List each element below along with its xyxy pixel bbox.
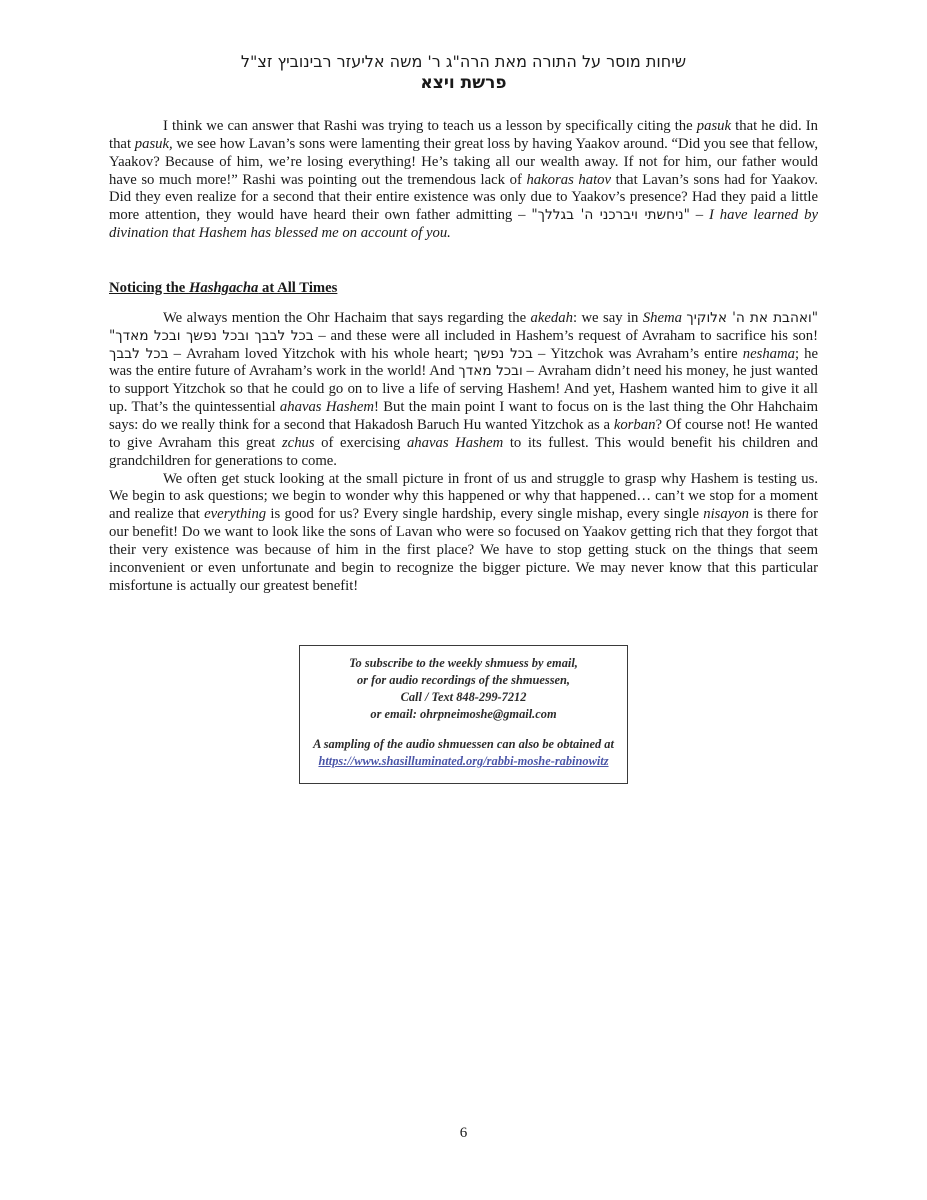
text-segment: to its fullest. This would benefit his children and grandchildren for generations to come. bbox=[109, 434, 818, 469]
text-segment: pasuk bbox=[696, 118, 732, 134]
text-segment: – and these were all included in Hashem’s request of Avraham to sacrifice his son! bbox=[313, 327, 819, 344]
text-segment: neshama bbox=[742, 345, 795, 362]
text-segment: of exercising bbox=[314, 434, 407, 451]
subscription-line: To subscribe to the weekly shmuess by email, bbox=[349, 656, 578, 671]
text-segment: – bbox=[689, 207, 710, 224]
text-segment: ahavas Hashem bbox=[406, 434, 504, 451]
text-segment: ; he was the entire future of Avraham’s work in the world! And bbox=[109, 345, 819, 380]
text-segment: nisayon bbox=[703, 506, 749, 523]
text-segment: בכל לבבך bbox=[109, 345, 169, 362]
text-segment: is good for us? Every single hardship, every single mishap, every single bbox=[266, 506, 704, 523]
text-segment: akedah bbox=[530, 309, 573, 326]
text-segment: I think we can answer that Rashi was trying to teach us a lesson by specifically citing the bbox=[163, 118, 697, 134]
text-segment: pasuk, bbox=[134, 135, 173, 152]
text-segment: I have learned by divination that Hashem has blessed me on account of you. bbox=[109, 207, 818, 242]
text-segment: "ניחשתי ויברכני ה' בגללך" bbox=[531, 207, 690, 224]
hashgacha-paragraph bbox=[109, 310, 818, 471]
text-segment: We often get stuck looking at the small picture in front of us and struggle to grasp why Hashem is testing us. We begin to ask questions; we begin to wonder why this happened or why that happened… can’t we stop for a moment and realize that bbox=[109, 470, 818, 523]
subscription-line: or for audio recordings of the shmuessen, bbox=[356, 673, 571, 688]
box-spacer bbox=[312, 723, 615, 736]
text-segment: We always mention the Ohr Hachaim that says regarding the bbox=[163, 309, 531, 326]
audio-sampling-link[interactable]: https://www.shasilluminated.org/rabbi-moshe-rabinowitz bbox=[318, 754, 609, 769]
text-segment: we see how Lavan’s sons were lamenting their great loss by having Yaakov around. “Did you see that fellow, Yaakov? Because of him, we’re losing everything! He’s taking all our wealth away. If not for him, our father would have so much more!” Rashi was pointing out the tremendous lack of bbox=[109, 135, 818, 188]
hebrew-header-title: שיחות מוסר על התורה מאת הרה"ג ר' משה אליעזר רבינוביץ זצ"ל bbox=[240, 52, 687, 71]
text-segment: everything bbox=[204, 506, 267, 523]
text-segment: – Yitzchok was Avraham’s entire bbox=[532, 345, 743, 362]
parsha-title: פרשת ויצא bbox=[420, 73, 507, 93]
text-segment: korban bbox=[613, 416, 656, 433]
section-heading bbox=[109, 279, 818, 297]
sampling-text: A sampling of the audio shmuessen can also be obtained at bbox=[313, 737, 614, 752]
text-segment: that he did. In that bbox=[109, 118, 819, 152]
page-number: 6 bbox=[459, 1125, 468, 1141]
text-segment: Hashgacha bbox=[188, 279, 259, 296]
text-segment: Noticing the bbox=[109, 279, 189, 296]
text-segment: ahavas Hashem bbox=[279, 399, 374, 416]
text-segment: is there for our benefit! Do we want to look like the sons of Lavan who were so focused on Yaakov getting rich that they forgot that their very existence was because of him in the first place? We have to stop getting stuck on the things that seem inconvenient or even unfortunate and begin to recognize the bigger picture. We may never know that this particular misfortune is actually our greatest benefit! bbox=[109, 506, 818, 594]
subscription-box bbox=[299, 645, 628, 784]
text-segment: ובכל מאדך bbox=[458, 363, 523, 380]
text-segment: – Avraham loved Yitzchok with his whole heart; bbox=[168, 345, 474, 362]
text-segment: that Lavan’s sons had for Yaakov. Did they even realize for a second that their entire existence was only due to Yaakov’s presence? Had they paid a little more attention, they would have heard their own father admitting – bbox=[109, 171, 818, 224]
text-segment: at All Times bbox=[258, 279, 338, 296]
text-segment: ! But the main point I want to focus on is the last thing the Ohr Hahchaim says: do we really think for a second that Hakadosh Baruch Hu wanted Yitzchok as a bbox=[109, 399, 818, 433]
opening-paragraph bbox=[109, 118, 818, 243]
text-segment: hakoras hatov bbox=[526, 171, 612, 188]
text-segment: – Avraham didn’t need his money, he just wanted to support Yitzchok so that he could go on to live a life of serving Hashem! And yet, Hashem wanted him to give it all up. That’s the quintessential bbox=[109, 363, 818, 416]
subscription-line: Call / Text 848-299-7212 bbox=[400, 690, 527, 705]
text-segment: Shema bbox=[642, 309, 682, 326]
text-segment: בכל נפשך bbox=[473, 345, 533, 362]
closing-paragraph bbox=[109, 471, 818, 596]
text-segment: : we say in bbox=[572, 309, 643, 326]
subscription-line: or email: ohrpneimoshe@gmail.com bbox=[370, 707, 557, 722]
text-segment: ? Of course not! He wanted to give Avraham this great bbox=[109, 416, 818, 451]
text-segment: "ואהבת את ה' אלוקיך בכל לבבך ובכל נפשך ובכל מאדך" bbox=[109, 309, 818, 344]
text-segment: zchus bbox=[281, 434, 315, 451]
